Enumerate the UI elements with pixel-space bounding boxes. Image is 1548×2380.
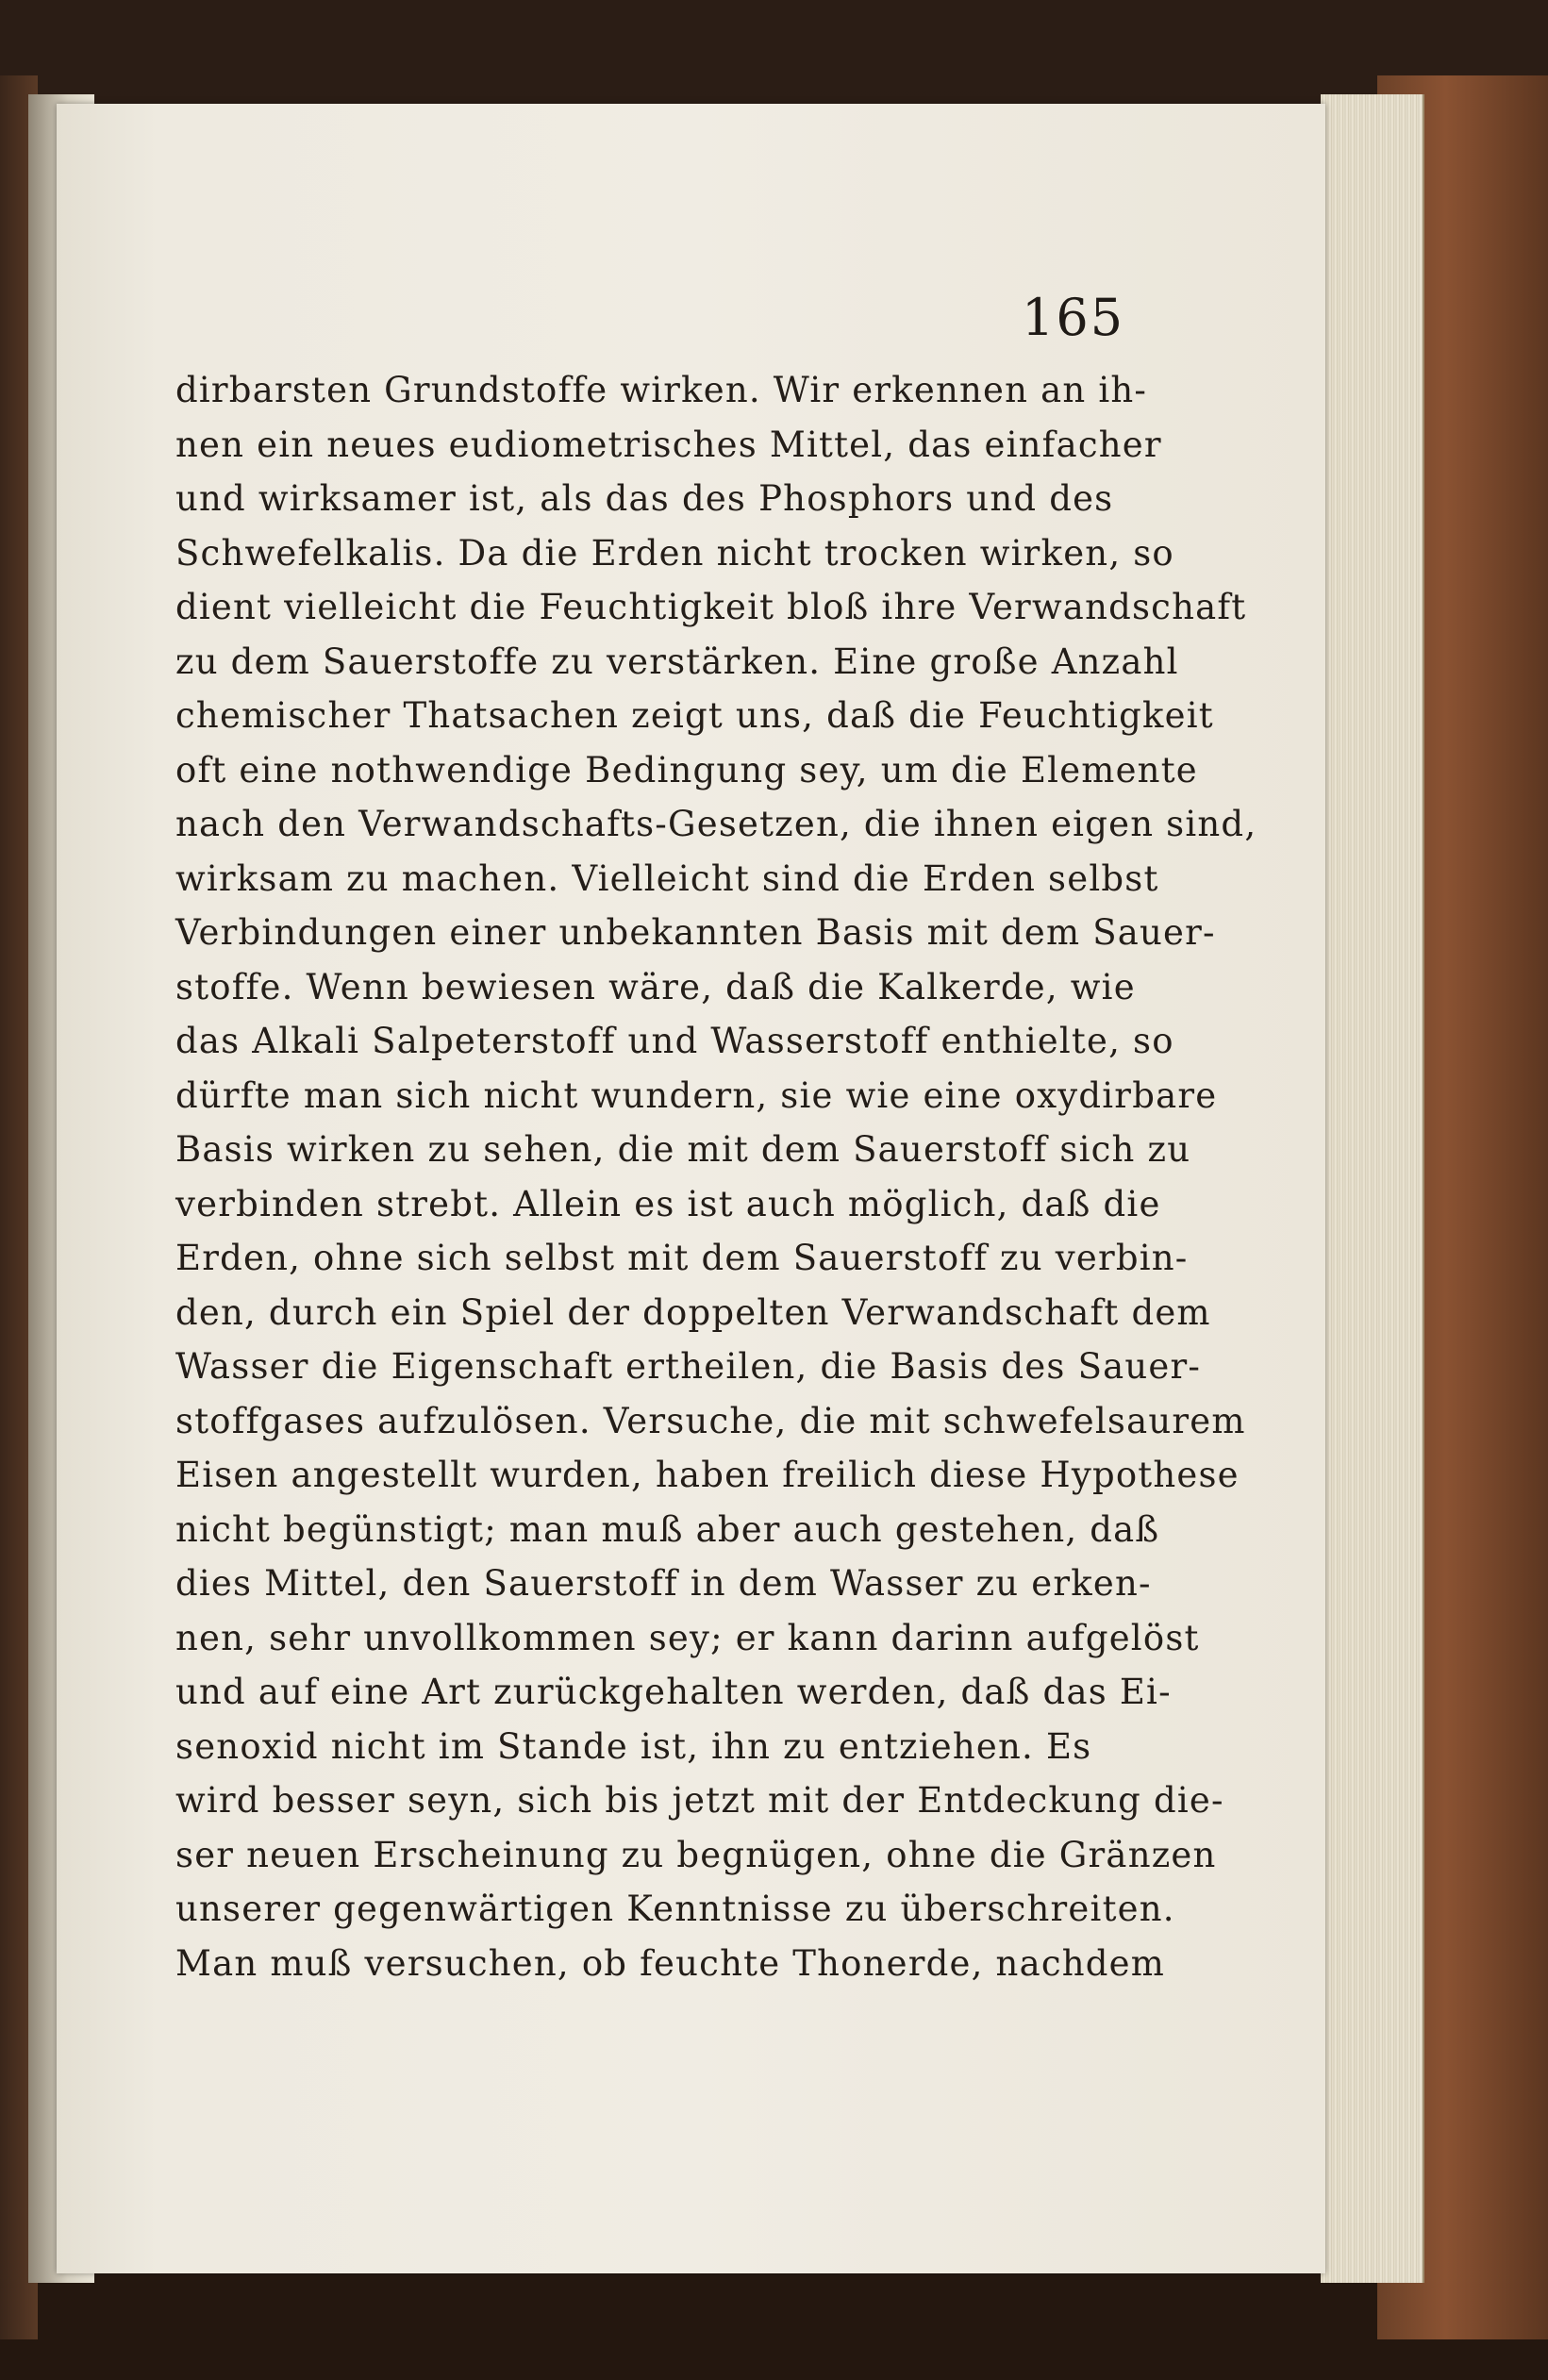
text-line: dürfte man sich nicht wundern, sie wie eine oxydirbare	[175, 1074, 1218, 1116]
text-line: Verbindungen einer unbekannten Basis mit dem Sauer-	[175, 912, 1216, 953]
text-line: nen, sehr unvollkommen sey; er kann darinn aufgelöst	[175, 1617, 1200, 1658]
text-line: wirksam zu machen. Vielleicht sind die Erden selbst	[175, 857, 1159, 899]
text-line: ser neuen Erscheinung zu begnügen, ohne die Gränzen	[175, 1834, 1217, 1875]
text-line: oft eine nothwendige Bedingung sey, um die Elemente	[175, 749, 1198, 791]
text-line: Man muß versuchen, ob feuchte Thonerde, nachdem	[175, 1942, 1166, 1984]
text-line: dies Mittel, den Sauerstoff in dem Wasser zu erken-	[175, 1563, 1152, 1604]
text-line: und auf eine Art zurückgehalten werden, daß das Ei-	[175, 1672, 1172, 1712]
text-line: dient vielleicht die Feuchtigkeit bloß ihre Verwandschaft	[175, 587, 1247, 627]
text-line: stoffe. Wenn bewiesen wäre, daß die Kalkerde, wie	[175, 966, 1136, 1007]
text-line: Schwefelkalis. Da die Erden nicht trocken wirken, so	[175, 532, 1174, 574]
page-edges	[1321, 94, 1424, 2283]
text-line: chemischer Thatsachen zeigt uns, daß die Feuchtigkeit	[175, 695, 1214, 736]
text-line: verbinden strebt. Allein es ist auch möglich, daß die	[175, 1183, 1161, 1224]
text-line: Basis wirken zu sehen, die mit dem Sauerstoff sich zu	[175, 1129, 1191, 1170]
text-line: und wirksamer ist, als das des Phosphors und des	[175, 478, 1114, 519]
text-line: wird besser seyn, sich bis jetzt mit der Entdeckung die-	[175, 1780, 1224, 1821]
page-text	[175, 363, 1257, 1990]
text-line: zu dem Sauerstoffe zu verstärken. Eine große Anzahl	[175, 641, 1179, 682]
text-line: Eisen angestellt wurden, haben freilich diese Hypothese	[175, 1455, 1240, 1495]
text-line: Erden, ohne sich selbst mit dem Sauerstoff zu verbin-	[175, 1238, 1189, 1278]
text-line: stoffgases aufzulösen. Versuche, die mit schwefelsaurem	[175, 1400, 1246, 1441]
text-line: nach den Verwandschafts-Gesetzen, die ihnen eigen sind,	[175, 804, 1257, 844]
text-line: nicht begünstigt; man muß aber auch gestehen, daß	[175, 1508, 1160, 1550]
text-line: Wasser die Eigenschaft ertheilen, die Basis des Sauer-	[175, 1346, 1202, 1387]
text-line: nen ein neues eudiometrisches Mittel, das einfacher	[175, 424, 1162, 465]
text-line: senoxid nicht im Stande ist, ihn zu entziehen. Es	[175, 1725, 1092, 1767]
text-line: unserer gegenwärtigen Kenntnisse zu überschreiten.	[175, 1889, 1175, 1929]
text-line: das Alkali Salpeterstoff und Wasserstoff enthielte, so	[175, 1021, 1174, 1061]
page-number: 165	[1022, 288, 1125, 347]
text-line: den, durch ein Spiel der doppelten Verwandschaft dem	[175, 1291, 1211, 1333]
text-line: dirbarsten Grundstoffe wirken. Wir erkennen an ih-	[175, 370, 1148, 410]
